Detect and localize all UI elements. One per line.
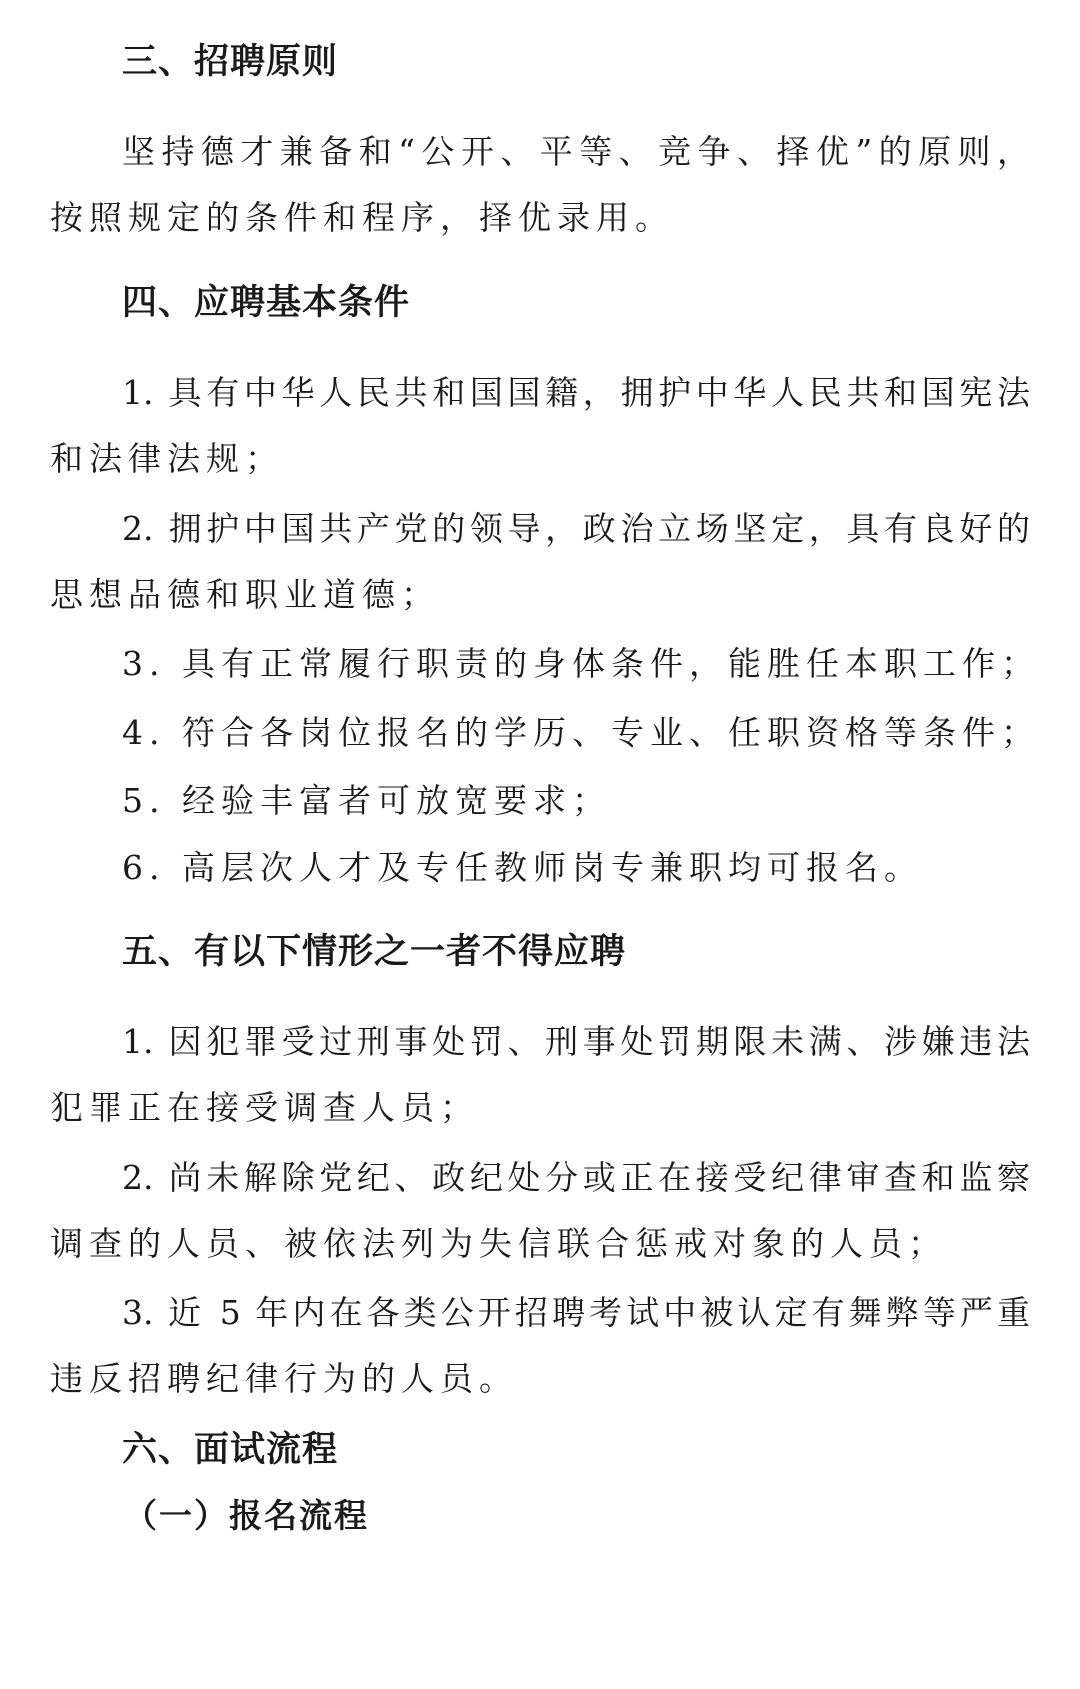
list-item-line: 犯罪正在接受调查人员；	[50, 1088, 479, 1127]
list-item-line: 违反招聘纪律行为的人员。	[50, 1359, 518, 1398]
paragraph-line: 坚持德才兼备和“公开、平等、竞争、择优”的原则，	[122, 132, 1030, 171]
list-item-line: 6. 高层次人才及专任教师岗专兼职均可报名。	[122, 848, 923, 887]
list-item-line: 1. 具有中华人民共和国国籍，拥护中华人民共和国宪法	[122, 373, 1030, 412]
list-item-line: 3. 近 5 年内在各类公开招聘考试中被认定有舞弊等严重	[122, 1293, 1030, 1332]
list-item-line: 和法律法规；	[50, 439, 284, 478]
list-item-line: 思想品德和职业道德；	[50, 575, 440, 614]
list-item-line: 3. 具有正常履行职责的身体条件，能胜任本职工作；	[122, 644, 1040, 683]
list-item-line: 5. 经验丰富者可放宽要求；	[122, 781, 611, 820]
list-item-line: 1. 因犯罪受过刑事处罚、刑事处罚期限未满、涉嫌违法	[122, 1022, 1030, 1061]
list-item-line: 2. 尚未解除党纪、政纪处分或正在接受纪律审查和监察	[122, 1158, 1030, 1197]
section-heading-principles: 三、招聘原则	[122, 42, 339, 82]
section-heading-interview-process: 六、面试流程	[122, 1430, 339, 1470]
list-item-line: 调查的人员、被依法列为失信联合惩戒对象的人员；	[50, 1224, 947, 1263]
subsection-heading-registration: （一）报名流程	[124, 1496, 369, 1535]
list-item-line: 4. 符合各岗位报名的学历、专业、任职资格等条件；	[122, 713, 1040, 752]
paragraph-line: 按照规定的条件和程序，择优录用。	[50, 198, 674, 237]
list-item-line: 2. 拥护中国共产党的领导，政治立场坚定，具有良好的	[122, 509, 1030, 548]
section-heading-disqualifications: 五、有以下情形之一者不得应聘	[122, 932, 627, 972]
section-heading-basic-conditions: 四、应聘基本条件	[122, 283, 411, 323]
